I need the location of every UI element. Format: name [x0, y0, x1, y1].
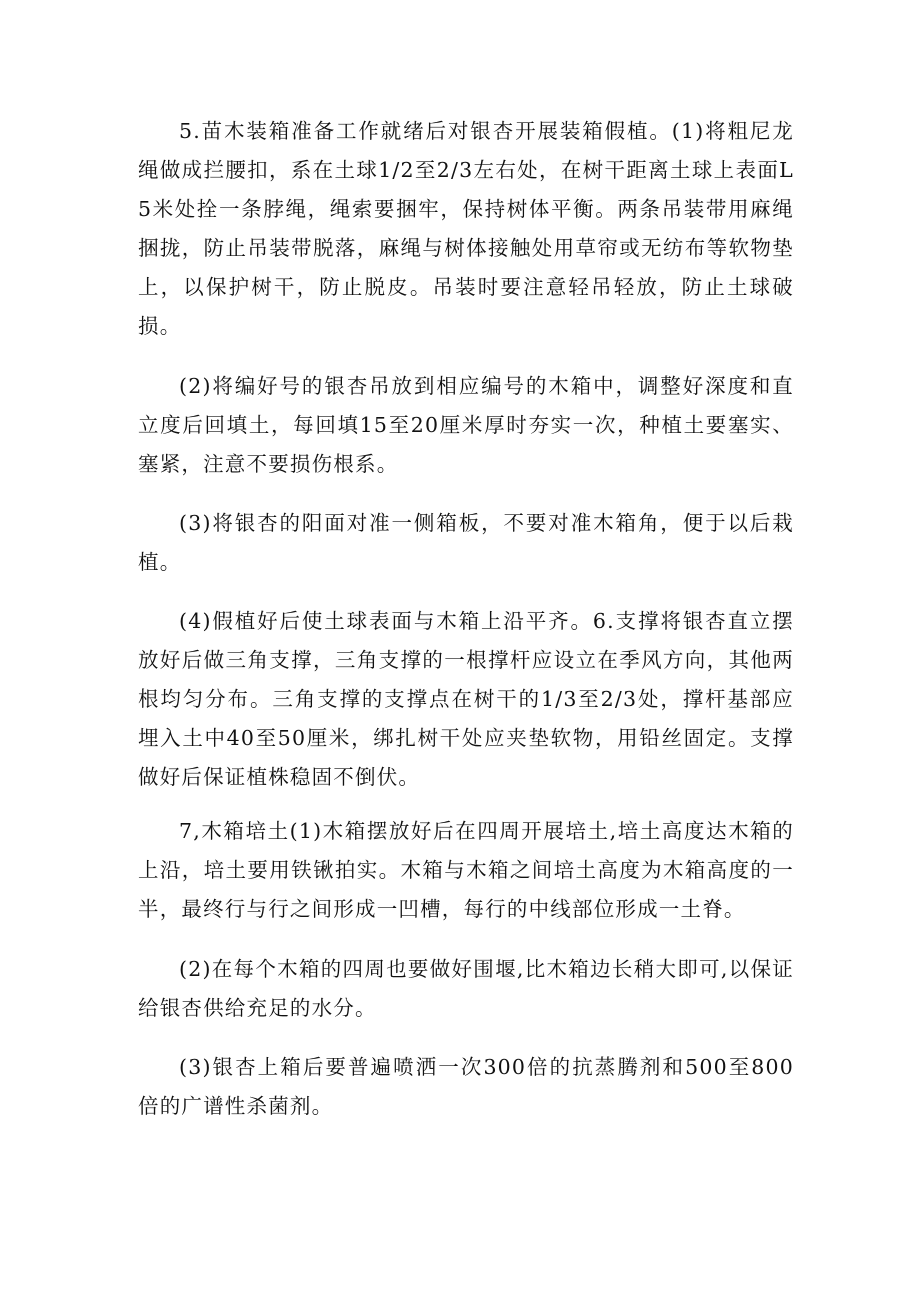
paragraph-box-earthing: 7,木箱培土(1)木箱摆放好后在四周开展培土,培土高度达木箱的上沿，培土要用铁锹拍实。木箱与木箱之间培土高度为木箱高度的一半，最终行与行之间形成一凹槽，每行的中线部位形成一土脊。: [138, 819, 794, 921]
paragraph-backfill-soil: (2)将编好号的银杏吊放到相应编号的木箱中，调整好深度和直立度后回填土，每回填15至20厘米厚时夯实一次，种植土要塞实、塞紧，注意不要损伤根系。: [138, 374, 794, 476]
paragraph-spraying: (3)银杏上箱后要普遍喷洒一次300倍的抗蒸腾剂和500至800倍的广谱性杀菌剂。: [138, 1055, 794, 1118]
document-body: [138, 112, 794, 1126]
paragraph-packing-transplant: 5.苗木装箱准备工作就绪后对银杏开展装箱假植。(1)将粗尼龙绳做成拦腰扣，系在土球1/2至2/3左右处，在树干距离土球上表面L5米处拴一条脖绳，绳索要捆牢，保持树体平衡。两条吊装带用麻绳捆拢，防止吊装带脱落，麻绳与树体接触处用草帘或无纺布等软物垫上，以保护树干，防止脱皮。吊装时要注意轻吊轻放，防止土球破损。: [138, 119, 794, 338]
paragraph-orientation: (3)将银杏的阳面对准一侧箱板，不要对准木箱角，便于以后栽植。: [138, 511, 794, 574]
paragraph-support: (4)假植好后使土球表面与木箱上沿平齐。6.支撑将银杏直立摆放好后做三角支撑，三角支撑的一根撑杆应设立在季风方向，其他两根均匀分布。三角支撑的支撑点在树干的1/3至2/3处，撑杆基部应埋入土中40至50厘米，绑扎树干处应夹垫软物，用铅丝固定。支撑做好后保证植株稳固不倒伏。: [138, 609, 794, 789]
paragraph-weir: (2)在每个木箱的四周也要做好围堰,比木箱边长稍大即可,以保证给银杏供给充足的水分。: [138, 957, 794, 1020]
